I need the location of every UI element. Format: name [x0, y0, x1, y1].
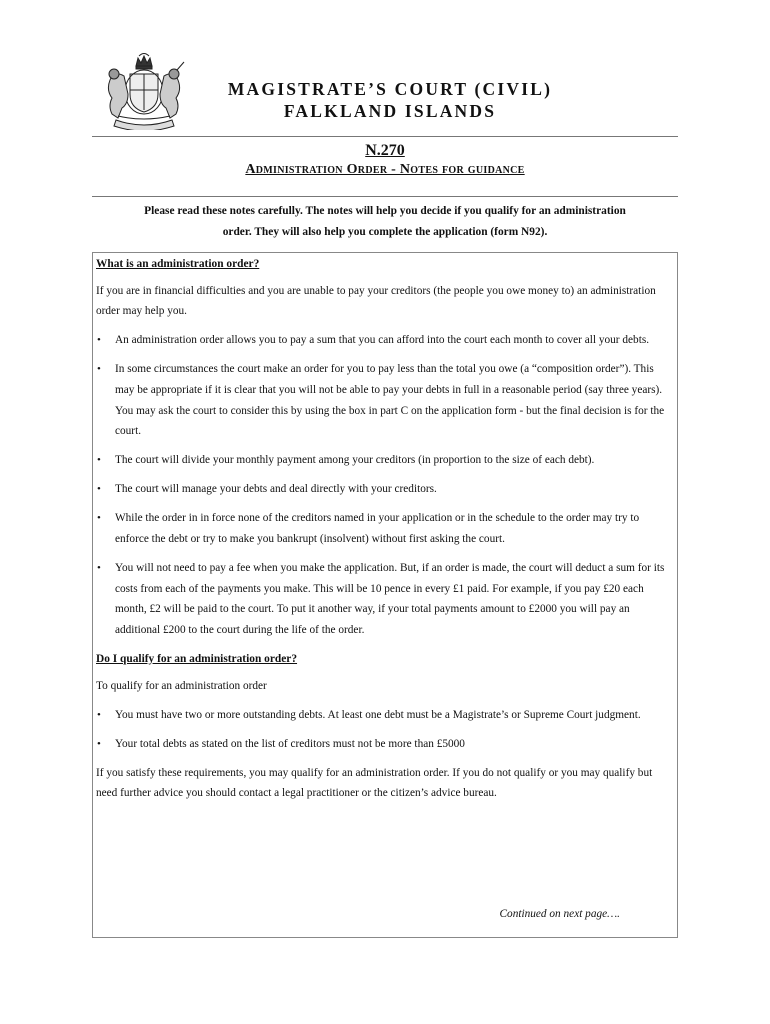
intro-line1: Please read these notes carefully. The notes will help you decide if you qualify for an administration: [144, 205, 626, 217]
section-paragraph: If you are in financial difficulties and you are unable to pay your creditors (the people you owe money to) an administration order may help you.: [96, 284, 656, 318]
section-paragraph: To qualify for an administration order: [96, 679, 267, 692]
closing-paragraph: If you satisfy these requirements, you may qualify for an administration order. If you do not qualify or you may qualify but need further advice you should contact a legal practitioner or the citizen’s advice bureau.: [96, 766, 653, 800]
form-number: N.270: [365, 142, 405, 159]
list-item: • In some circumstances the court make an order for you to pay less than the total you owe (a “composition order”). This may be appropriate if it is clear that you will not be able to pay your debts in full in a reasonable period (say three years). You may ask the court to consider this by using the box in part C on the application form - but the final decision is for the court.: [96, 359, 670, 441]
intro-line2: order. They will also help you complete the application (form N92).: [222, 226, 548, 238]
court-title-line1: MAGISTRATE’S COURT (CIVIL): [227, 79, 553, 99]
section-heading-what: What is an administration order?: [96, 258, 260, 270]
list-item: • While the order in in force none of the creditors named in your application or in the schedule to the order may try to enforce the debt or try to make you bankrupt (insolvent) without first asking the court.: [96, 508, 670, 549]
continued-note: Continued on next page….: [499, 908, 620, 920]
list-item: • You must have two or more outstanding debts. At least one debt must be a Magistrate’s or Supreme Court judgment.: [96, 705, 670, 726]
list-item: • You will not need to pay a fee when you make the application. But, if an order is made, the court will deduct a sum for its costs from each of the payments you make. This will be 10 pence in every £1 paid. For example, if you pay £20 each month, £2 will be paid to the court. To put it another way, if your total payments amount to £2000 you will pay an additional £200 to the court during the life of the order.: [96, 558, 670, 640]
list-item: • An administration order allows you to pay a sum that you can afford into the court each month to cover all your debts.: [96, 330, 670, 351]
section-heading-qualify: Do I qualify for an administration order?: [96, 653, 298, 665]
court-title: [190, 78, 590, 122]
bullet-list: [96, 330, 670, 640]
list-item: • Your total debts as stated on the list of creditors must not be more than £5000: [96, 734, 670, 755]
bullet-list: [96, 705, 670, 755]
guidance-content: [96, 254, 670, 813]
court-title-line2: FALKLAND ISLANDS: [283, 101, 497, 121]
list-item: • The court will divide your monthly payment among your creditors (in proportion to the size of each debt).: [96, 450, 670, 471]
list-item: • The court will manage your debts and deal directly with your creditors.: [96, 479, 670, 500]
top-divider: [92, 136, 678, 137]
intro-notice: [92, 201, 678, 243]
intro-divider: [92, 196, 678, 197]
royal-coat-of-arms-icon: [98, 52, 190, 130]
form-title: Administration Order - Notes for guidance: [245, 162, 525, 177]
